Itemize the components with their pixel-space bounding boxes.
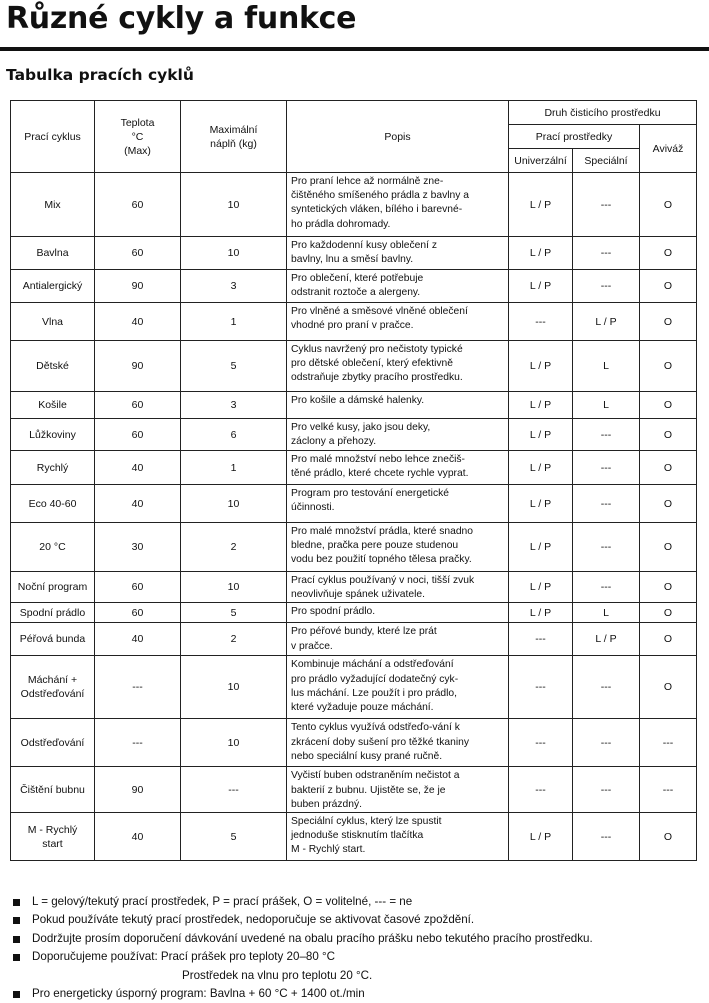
table-row (11, 719, 697, 767)
universal-cell: L / P (509, 485, 573, 523)
note-continuation: Prostředek na vlnu pro teplotu 20 °C. (182, 968, 373, 982)
universal-cell: L / P (509, 392, 573, 419)
special-cell: L / P (573, 303, 640, 341)
note-item (10, 893, 700, 911)
universal-cell: L / P (509, 341, 573, 392)
bullet-icon (13, 936, 20, 943)
table-row (11, 656, 697, 719)
description-cell: Pro vlněné a směsové vlněné oblečení vhodné pro praní v pračce. (287, 303, 509, 341)
special-cell: --- (573, 419, 640, 451)
note-item (10, 911, 700, 929)
temperature-cell: 60 (95, 392, 181, 419)
description-cell: Kombinuje máchání a odstřeďování pro prádlo vyžadující dodatečný cyk- lus máchání. Lze použít i pro prádlo, které vyžaduje pouze máchání. (287, 656, 509, 719)
temperature-cell: 60 (95, 237, 181, 270)
max-load-cell: 3 (181, 270, 287, 303)
cycle-name-cell: Čištění bubnu (11, 767, 95, 813)
description-cell: Pro každodenní kusy oblečení z bavlny, lnu a směsí bavlny. (287, 237, 509, 270)
bullet-icon (13, 899, 20, 906)
softener-cell: O (640, 813, 697, 861)
cycle-name-cell: M - Rychlý start (11, 813, 95, 861)
universal-cell: L / P (509, 572, 573, 603)
note-item (10, 985, 700, 1003)
universal-cell: L / P (509, 173, 573, 237)
description-cell: Speciální cyklus, který lze spustit jednoduše stisknutím tlačítka M - Rychlý start. (287, 813, 509, 861)
description-cell: Pro spodní prádlo. (287, 603, 509, 623)
max-load-cell: 2 (181, 623, 287, 656)
table-row (11, 392, 697, 419)
special-cell: --- (573, 173, 640, 237)
max-load-cell: 5 (181, 603, 287, 623)
header-detergent-type: Druh čisticího prostředku (509, 101, 697, 125)
max-load-cell: 10 (181, 173, 287, 237)
table-row (11, 451, 697, 485)
note-text: Pokud používáte tekutý prací prostředek, nedoporučuje se aktivovat časové zpoždění. (32, 913, 475, 927)
softener-cell: O (640, 392, 697, 419)
cycle-name-cell: Dětské (11, 341, 95, 392)
cycle-name-cell: Bavlna (11, 237, 95, 270)
softener-cell: O (640, 603, 697, 623)
cycle-name-cell: 20 °C (11, 523, 95, 572)
universal-cell: --- (509, 719, 573, 767)
table-row (11, 419, 697, 451)
softener-cell: O (640, 237, 697, 270)
special-cell: --- (573, 767, 640, 813)
cycle-name-cell: Lůžkoviny (11, 419, 95, 451)
cycle-name-cell: Košile (11, 392, 95, 419)
softener-cell: O (640, 451, 697, 485)
cycle-name-cell: Rychlý (11, 451, 95, 485)
bullet-icon (13, 954, 20, 961)
special-cell: L / P (573, 623, 640, 656)
temperature-cell: 40 (95, 451, 181, 485)
page-title: Různé cykly a funkce (6, 1, 357, 36)
table-row (11, 523, 697, 572)
description-cell: Pro malé množství prádla, které snadno bledne, pračka pere pouze studenou vodu bez použití topného tělesa pračky. (287, 523, 509, 572)
section-title: Tabulka pracích cyklů (6, 66, 194, 84)
description-cell: Pro péřové bundy, které lze prát v pračce. (287, 623, 509, 656)
table-row (11, 813, 697, 861)
table-row (11, 572, 697, 603)
header-description: Popis (287, 101, 509, 173)
temperature-cell: --- (95, 656, 181, 719)
max-load-cell: 6 (181, 419, 287, 451)
table-row (11, 237, 697, 270)
cycle-name-cell: Noční program (11, 572, 95, 603)
special-cell: L (573, 603, 640, 623)
softener-cell: O (640, 485, 697, 523)
universal-cell: L / P (509, 419, 573, 451)
note-text: Doporučujeme používat: Prací prášek pro teploty 20–80 °C (32, 950, 336, 964)
max-load-cell: --- (181, 767, 287, 813)
special-cell: --- (573, 572, 640, 603)
special-cell: L (573, 341, 640, 392)
description-cell: Vyčistí buben odstraněním nečistot a bakterií z bubnu. Ujistěte se, že je buben prázdný. (287, 767, 509, 813)
cycle-name-cell: Mix (11, 173, 95, 237)
softener-cell: O (640, 523, 697, 572)
max-load-cell: 5 (181, 813, 287, 861)
universal-cell: --- (509, 767, 573, 813)
softener-cell: O (640, 341, 697, 392)
max-load-cell: 1 (181, 303, 287, 341)
softener-cell: O (640, 173, 697, 237)
header-universal: Univerzální (509, 149, 573, 173)
max-load-cell: 10 (181, 656, 287, 719)
softener-cell: O (640, 656, 697, 719)
universal-cell: L / P (509, 603, 573, 623)
temperature-cell: 40 (95, 303, 181, 341)
note-text: Pro energeticky úsporný program: Bavlna + 60 °C + 1400 ot./min (32, 987, 365, 1001)
special-cell: --- (573, 656, 640, 719)
universal-cell: L / P (509, 813, 573, 861)
special-cell: --- (573, 485, 640, 523)
note-item (10, 930, 700, 948)
special-cell: --- (573, 270, 640, 303)
max-load-cell: 10 (181, 485, 287, 523)
max-load-cell: 1 (181, 451, 287, 485)
special-cell: --- (573, 237, 640, 270)
softener-cell: O (640, 303, 697, 341)
temperature-cell: 90 (95, 767, 181, 813)
table-row (11, 341, 697, 392)
header-wash-detergents: Prací prostředky (509, 125, 640, 149)
max-load-cell: 10 (181, 572, 287, 603)
softener-cell: O (640, 623, 697, 656)
note-item (10, 948, 700, 966)
temperature-cell: 60 (95, 603, 181, 623)
description-cell: Prací cyklus používaný v noci, tišší zvuk neovlivňuje spánek uživatele. (287, 572, 509, 603)
universal-cell: L / P (509, 237, 573, 270)
softener-cell: --- (640, 767, 697, 813)
description-cell: Tento cyklus využívá odstřeďo-vání k zkrácení doby sušení pro těžké tkaniny nebo speciální kusy prané ručně. (287, 719, 509, 767)
special-cell: --- (573, 451, 640, 485)
description-cell: Pro košile a dámské halenky. (287, 392, 509, 419)
cycle-name-cell: Antialergický (11, 270, 95, 303)
special-cell: --- (573, 523, 640, 572)
universal-cell: L / P (509, 451, 573, 485)
softener-cell: O (640, 572, 697, 603)
description-cell: Cyklus navržený pro nečistoty typické pro dětské oblečení, který efektivně odstraňuje zbytky pracího prostředku. (287, 341, 509, 392)
universal-cell: --- (509, 303, 573, 341)
table-row (11, 485, 697, 523)
temperature-cell: 40 (95, 623, 181, 656)
note-text: L = gelový/tekutý prací prostředek, P = prací prášek, O = volitelné, --- = ne (32, 895, 413, 908)
description-cell: Program pro testování energetické účinnosti. (287, 485, 509, 523)
table-row (11, 603, 697, 623)
wash-cycles-table (10, 100, 697, 861)
temperature-cell: --- (95, 719, 181, 767)
softener-cell: O (640, 270, 697, 303)
softener-cell: O (640, 419, 697, 451)
header-special: Speciální (573, 149, 640, 173)
header-cycle: Prací cyklus (11, 101, 95, 173)
temperature-cell: 60 (95, 419, 181, 451)
header-softener: Aviváž (640, 125, 697, 173)
header-temperature: Teplota °C (Max) (95, 101, 181, 173)
universal-cell: L / P (509, 523, 573, 572)
description-cell: Pro praní lehce až normálně zne- čištěného smíšeného prádla z bavlny a syntetických vláken, bílého i barevné- ho prádla dohromady. (287, 173, 509, 237)
table-row (11, 173, 697, 237)
universal-cell: --- (509, 623, 573, 656)
table-row (11, 623, 697, 656)
max-load-cell: 2 (181, 523, 287, 572)
universal-cell: L / P (509, 270, 573, 303)
max-load-cell: 3 (181, 392, 287, 419)
temperature-cell: 40 (95, 485, 181, 523)
notes-list (10, 893, 700, 1003)
temperature-cell: 90 (95, 341, 181, 392)
temperature-cell: 60 (95, 173, 181, 237)
description-cell: Pro velké kusy, jako jsou deky, záclony a přehozy. (287, 419, 509, 451)
description-cell: Pro oblečení, které potřebuje odstranit roztoče a alergeny. (287, 270, 509, 303)
max-load-cell: 10 (181, 237, 287, 270)
max-load-cell: 5 (181, 341, 287, 392)
cycle-name-cell: Eco 40-60 (11, 485, 95, 523)
softener-cell: --- (640, 719, 697, 767)
table-row (11, 767, 697, 813)
cycle-name-cell: Spodní prádlo (11, 603, 95, 623)
temperature-cell: 60 (95, 572, 181, 603)
special-cell: --- (573, 719, 640, 767)
header-max-load: Maximální náplň (kg) (181, 101, 287, 173)
note-text: Dodržujte prosím doporučení dávkování uvedené na obalu pracího prášku nebo tekutého pracího prostředku. (32, 931, 593, 945)
table-row (11, 303, 697, 341)
cycle-name-cell: Odstřeďování (11, 719, 95, 767)
special-cell: L (573, 392, 640, 419)
max-load-cell: 10 (181, 719, 287, 767)
bullet-icon (13, 991, 20, 998)
cycle-name-cell: Máchání + Odstřeďování (11, 656, 95, 719)
table-row (11, 270, 697, 303)
cycle-name-cell: Péřová bunda (11, 623, 95, 656)
temperature-cell: 40 (95, 813, 181, 861)
special-cell: --- (573, 813, 640, 861)
temperature-cell: 30 (95, 523, 181, 572)
cycle-name-cell: Vlna (11, 303, 95, 341)
title-rule (0, 47, 709, 51)
description-cell: Pro malé množství nebo lehce znečiš- těné prádlo, které chcete rychle vyprat. (287, 451, 509, 485)
temperature-cell: 90 (95, 270, 181, 303)
bullet-icon (13, 917, 20, 924)
universal-cell: --- (509, 656, 573, 719)
